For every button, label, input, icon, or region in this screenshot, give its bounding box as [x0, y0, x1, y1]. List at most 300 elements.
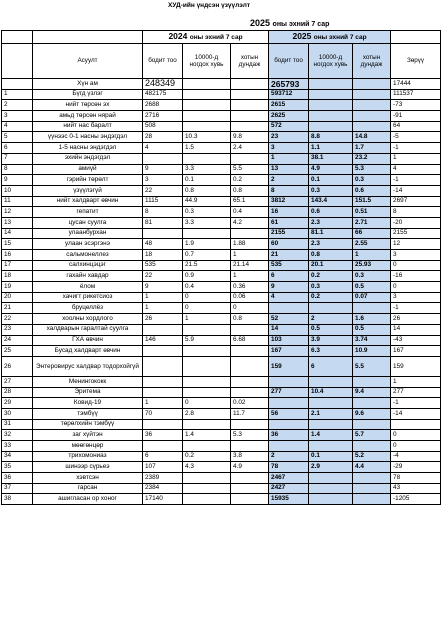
difference-cell: 12 — [391, 239, 441, 250]
difference-cell: -91 — [391, 111, 441, 122]
difference-cell: -1 — [391, 303, 441, 314]
difference-cell: 0 — [391, 282, 441, 293]
actual-2025-cell: 8 — [269, 185, 309, 196]
indicator-name-cell: амиүй — [33, 164, 143, 175]
city-average-2024-cell — [231, 346, 269, 357]
actual-2024-cell: 81 — [143, 217, 183, 228]
indicator-name-cell: сальмонеллез — [33, 250, 143, 261]
difference-cell: 17444 — [391, 79, 441, 90]
difference-cell: -4 — [391, 451, 441, 462]
per10000-2024-cell — [183, 324, 231, 335]
actual-2024-cell — [143, 324, 183, 335]
indicator-name-cell: шинээр сүрьеэ — [33, 462, 143, 473]
table-row — [2, 185, 441, 196]
city-average-2025-cell: 0.6 — [353, 185, 391, 196]
city-average-2024-cell: 1 — [231, 271, 269, 282]
city-average-2024-cell: 0 — [231, 303, 269, 314]
actual-2025-cell — [269, 419, 309, 430]
actual-2025-cell: 78 — [269, 462, 309, 473]
city-average-2025-cell — [353, 111, 391, 122]
actual-2024-cell: 482175 — [143, 89, 183, 100]
indicator-name-cell: Энтеровирус халдвар тодорхойгүй — [33, 356, 143, 376]
row-number-cell: 35 — [2, 462, 33, 473]
indicator-name-cell: гепатит — [33, 207, 143, 218]
table-row — [2, 430, 441, 441]
per10000-2024-cell: 0.1 — [183, 175, 231, 186]
row-number-cell: 37 — [2, 483, 33, 494]
indicator-name-cell: салхинцэцэг — [33, 260, 143, 271]
difference-cell: 3 — [391, 292, 441, 303]
per10000-2024-cell: 3.3 — [183, 164, 231, 175]
city-average-2025-cell: 9.4 — [353, 387, 391, 398]
difference-cell: 2697 — [391, 196, 441, 207]
indicator-name-cell: хэвтсэн — [33, 473, 143, 484]
city-average-2024-cell — [231, 441, 269, 452]
per10000-2025-cell: 0.2 — [309, 292, 353, 303]
difference-cell: -43 — [391, 335, 441, 346]
per10000-2024-cell — [183, 494, 231, 505]
row-number-cell: 26 — [2, 356, 33, 376]
actual-2025-cell: 13 — [269, 164, 309, 175]
row-number-cell: 5 — [2, 132, 33, 143]
actual-2025-cell: 16 — [269, 207, 309, 218]
city-average-2025-cell: 4.4 — [353, 462, 391, 473]
actual-2024-cell: 535 — [143, 260, 183, 271]
table-row — [2, 100, 441, 111]
actual-2024-cell — [143, 376, 183, 387]
per10000-2024-cell — [183, 441, 231, 452]
actual-2025-cell: 277 — [269, 387, 309, 398]
difference-cell: -5 — [391, 132, 441, 143]
city-average-2024-cell — [231, 473, 269, 484]
table-row — [2, 473, 441, 484]
per10000-2024-cell: 0.2 — [183, 451, 231, 462]
actual-2025-cell: 15935 — [269, 494, 309, 505]
city-average-2025-cell: 0.07 — [353, 292, 391, 303]
per10000-2025-cell: 4.9 — [309, 164, 353, 175]
row-number-cell: 29 — [2, 398, 33, 409]
actual-2025-cell: 2 — [269, 451, 309, 462]
difference-cell: 8 — [391, 207, 441, 218]
per10000-2024-cell: 1 — [183, 314, 231, 325]
city-average-2025-cell: 5.5 — [353, 356, 391, 376]
per10000-2025-cell — [309, 111, 353, 122]
per10000-2024-cell: 0.7 — [183, 250, 231, 261]
city-average-2025-cell: 2.55 — [353, 239, 391, 250]
indicator-name-cell: гарсан — [33, 483, 143, 494]
actual-2025-cell: 1 — [269, 153, 309, 164]
difference-cell: -1 — [391, 398, 441, 409]
row-number-cell: 3 — [2, 111, 33, 122]
actual-2024-cell: 2384 — [143, 483, 183, 494]
per10000-2025-cell: 1.4 — [309, 430, 353, 441]
row-number-cell: 36 — [2, 473, 33, 484]
per10000-2024-cell — [183, 121, 231, 132]
per10000-2024-cell: 0.8 — [183, 185, 231, 196]
actual-2025-cell: 2467 — [269, 473, 309, 484]
difference-cell: 43 — [391, 483, 441, 494]
actual-2024-cell — [143, 228, 183, 239]
difference-cell: -1205 — [391, 494, 441, 505]
per10000-2024-cell: 3.3 — [183, 217, 231, 228]
per10000-2024-cell: 0 — [183, 303, 231, 314]
per10000-2024-cell: 0 — [183, 292, 231, 303]
table-row — [2, 483, 441, 494]
difference-cell: 78 — [391, 473, 441, 484]
city-average-2024-cell: 5.5 — [231, 164, 269, 175]
actual-2025-cell: 2155 — [269, 228, 309, 239]
header-actual-2024: бодит тоо — [143, 44, 183, 79]
per10000-2025-cell — [309, 121, 353, 132]
city-average-2024-cell: 5.3 — [231, 430, 269, 441]
indicator-name-cell: мөөгөнцөр — [33, 441, 143, 452]
table-row — [2, 271, 441, 282]
per10000-2024-cell — [183, 228, 231, 239]
per10000-2025-cell: 2.3 — [309, 217, 353, 228]
actual-2025-cell: 159 — [269, 356, 309, 376]
per10000-2024-cell — [183, 79, 231, 90]
actual-2024-cell: 22 — [143, 271, 183, 282]
indicator-name-cell: эхийн эндэгдэл — [33, 153, 143, 164]
table-row — [2, 250, 441, 261]
per10000-2025-cell — [309, 376, 353, 387]
row-number-cell: 20 — [2, 292, 33, 303]
city-average-2024-cell: 0.02 — [231, 398, 269, 409]
table-row — [2, 346, 441, 357]
per10000-2025-cell: 20.1 — [309, 260, 353, 271]
table-row — [2, 398, 441, 409]
per10000-2025-cell — [309, 441, 353, 452]
difference-cell: -14 — [391, 408, 441, 419]
per10000-2024-cell — [183, 153, 231, 164]
actual-2025-cell: 2427 — [269, 483, 309, 494]
table-row — [2, 335, 441, 346]
difference-cell: 167 — [391, 346, 441, 357]
difference-cell: 0 — [391, 441, 441, 452]
indicators-table — [1, 30, 441, 505]
row-number-cell: 31 — [2, 419, 33, 430]
per10000-2025-cell: 3.9 — [309, 335, 353, 346]
actual-2025-cell: 6 — [269, 271, 309, 282]
table-row — [2, 282, 441, 293]
row-number-cell: 4 — [2, 121, 33, 132]
per10000-2025-cell: 0.6 — [309, 207, 353, 218]
row-number-cell: 33 — [2, 441, 33, 452]
actual-2024-cell: 508 — [143, 121, 183, 132]
per10000-2025-cell: 81.1 — [309, 228, 353, 239]
city-average-2024-cell: 4.2 — [231, 217, 269, 228]
actual-2024-cell: 146 — [143, 335, 183, 346]
row-number-cell: 19 — [2, 282, 33, 293]
row-number-cell: 6 — [2, 143, 33, 154]
indicator-name-cell: амьд төрсөн нярай — [33, 111, 143, 122]
difference-cell: 111537 — [391, 89, 441, 100]
city-average-2025-cell: 0.5 — [353, 324, 391, 335]
actual-2025-cell: 265793 — [269, 79, 309, 90]
row-number-cell: 32 — [2, 430, 33, 441]
per10000-2025-cell: 0.3 — [309, 185, 353, 196]
city-average-2025-cell: 5.3 — [353, 164, 391, 175]
row-number-cell: 28 — [2, 387, 33, 398]
actual-2024-cell — [143, 346, 183, 357]
actual-2024-cell: 107 — [143, 462, 183, 473]
table-row — [2, 387, 441, 398]
actual-2024-cell: 36 — [143, 430, 183, 441]
per10000-2024-cell — [183, 483, 231, 494]
indicator-name-cell: Менингококк — [33, 376, 143, 387]
difference-cell: 0 — [391, 260, 441, 271]
per10000-2025-cell: 6 — [309, 356, 353, 376]
difference-cell: 14 — [391, 324, 441, 335]
per10000-2025-cell: 2.9 — [309, 462, 353, 473]
row-number-cell: 17 — [2, 260, 33, 271]
city-average-2024-cell: 1.88 — [231, 239, 269, 250]
actual-2025-cell: 535 — [269, 260, 309, 271]
subtitle-year: 2025 — [250, 18, 271, 28]
row-number-cell: 8 — [2, 164, 33, 175]
actual-2024-cell — [143, 153, 183, 164]
per10000-2025-cell — [309, 419, 353, 430]
city-average-2025-cell — [353, 303, 391, 314]
table-row — [2, 376, 441, 387]
header-actual-2025: бодит тоо — [269, 44, 309, 79]
row-number-cell: 21 — [2, 303, 33, 314]
per10000-2024-cell: 0.3 — [183, 207, 231, 218]
per10000-2024-cell: 4.3 — [183, 462, 231, 473]
table-row — [2, 408, 441, 419]
row-number-cell: 30 — [2, 408, 33, 419]
per10000-2025-cell — [309, 483, 353, 494]
city-average-2025-cell: 66 — [353, 228, 391, 239]
difference-cell: 159 — [391, 356, 441, 376]
table-row — [2, 451, 441, 462]
indicator-name-cell: Хүн ам — [33, 79, 143, 90]
city-average-2025-cell: 10.9 — [353, 346, 391, 357]
actual-2024-cell: 2716 — [143, 111, 183, 122]
header-difference: Зөрүү — [391, 44, 441, 79]
per10000-2025-cell: 0.3 — [309, 282, 353, 293]
per10000-2024-cell: 1.9 — [183, 239, 231, 250]
city-average-2024-cell: 1 — [231, 250, 269, 261]
table-row — [2, 164, 441, 175]
per10000-2024-cell: 0.9 — [183, 271, 231, 282]
table-row — [2, 314, 441, 325]
table-row — [2, 494, 441, 505]
table-row — [2, 462, 441, 473]
difference-cell: 1 — [391, 376, 441, 387]
city-average-2025-cell: 151.5 — [353, 196, 391, 207]
actual-2024-cell: 248349 — [143, 79, 183, 90]
city-average-2025-cell: 1.7 — [353, 143, 391, 154]
city-average-2024-cell: 9.8 — [231, 132, 269, 143]
actual-2024-cell: 1115 — [143, 196, 183, 207]
per10000-2024-cell: 44.9 — [183, 196, 231, 207]
actual-2025-cell: 56 — [269, 408, 309, 419]
header-city-average-2024: хотын дундаж — [231, 44, 269, 79]
indicator-name-cell: заг хүйтэн — [33, 430, 143, 441]
per10000-2024-cell: 0.4 — [183, 282, 231, 293]
actual-2025-cell: 3 — [269, 143, 309, 154]
city-average-2024-cell: 0.2 — [231, 175, 269, 186]
indicator-name-cell: ашигласан ор хоног — [33, 494, 143, 505]
difference-cell: 2155 — [391, 228, 441, 239]
difference-cell: 4 — [391, 164, 441, 175]
header-row-columns — [2, 44, 441, 79]
per10000-2024-cell — [183, 419, 231, 430]
table-row — [2, 143, 441, 154]
header-city-average-2025: хотын дундаж — [353, 44, 391, 79]
indicator-name-cell: үүнээс 0-1 насны эндэгдэл — [33, 132, 143, 143]
actual-2024-cell — [143, 441, 183, 452]
per10000-2024-cell: 10.3 — [183, 132, 231, 143]
per10000-2025-cell: 0.2 — [309, 271, 353, 282]
actual-2024-cell: 1 — [143, 292, 183, 303]
table-row — [2, 207, 441, 218]
report-subtitle — [0, 18, 441, 28]
city-average-2025-cell: 3.74 — [353, 335, 391, 346]
city-average-2024-cell: 0.36 — [231, 282, 269, 293]
actual-2024-cell: 9 — [143, 282, 183, 293]
city-average-2025-cell: 0.3 — [353, 175, 391, 186]
actual-2025-cell: 593712 — [269, 89, 309, 100]
per10000-2025-cell: 2.3 — [309, 239, 353, 250]
per10000-2024-cell: 5.9 — [183, 335, 231, 346]
actual-2024-cell: 22 — [143, 185, 183, 196]
city-average-2024-cell — [231, 356, 269, 376]
actual-2025-cell — [269, 398, 309, 409]
per10000-2025-cell: 0.8 — [309, 250, 353, 261]
actual-2024-cell: 3 — [143, 175, 183, 186]
row-number-cell: 10 — [2, 185, 33, 196]
city-average-2025-cell: 5.7 — [353, 430, 391, 441]
city-average-2025-cell: 1 — [353, 250, 391, 261]
city-average-2024-cell — [231, 483, 269, 494]
city-average-2024-cell — [231, 419, 269, 430]
difference-cell: -16 — [391, 271, 441, 282]
per10000-2024-cell — [183, 100, 231, 111]
actual-2025-cell: 21 — [269, 250, 309, 261]
actual-2025-cell: 2 — [269, 175, 309, 186]
indicator-name-cell: нийт төрсөн эх — [33, 100, 143, 111]
row-number-cell: 13 — [2, 217, 33, 228]
header-per10000-2024: 10000-д ногдох хувь — [183, 44, 231, 79]
row-number-cell: 25 — [2, 346, 33, 357]
per10000-2024-cell — [183, 346, 231, 357]
city-average-2024-cell: 21.14 — [231, 260, 269, 271]
actual-2025-cell: 52 — [269, 314, 309, 325]
difference-cell: 64 — [391, 121, 441, 132]
difference-cell: -1 — [391, 143, 441, 154]
indicator-name-cell: ГХА өвчин — [33, 335, 143, 346]
city-average-2025-cell: 2.71 — [353, 217, 391, 228]
city-average-2024-cell — [231, 100, 269, 111]
city-average-2025-cell: 0.51 — [353, 207, 391, 218]
city-average-2024-cell: 65.1 — [231, 196, 269, 207]
indicator-name-cell: бруцеллёз — [33, 303, 143, 314]
indicator-name-cell: тэмбүү — [33, 408, 143, 419]
actual-2024-cell: 9 — [143, 164, 183, 175]
per10000-2025-cell: 10.4 — [309, 387, 353, 398]
per10000-2025-cell — [309, 89, 353, 100]
row-number-cell: 22 — [2, 314, 33, 325]
city-average-2025-cell — [353, 376, 391, 387]
row-number-cell: 38 — [2, 494, 33, 505]
actual-2025-cell — [269, 441, 309, 452]
indicator-name-cell: Ковид-19 — [33, 398, 143, 409]
per10000-2024-cell — [183, 89, 231, 100]
row-number-cell: 24 — [2, 335, 33, 346]
actual-2024-cell: 8 — [143, 207, 183, 218]
city-average-2024-cell: 3.8 — [231, 451, 269, 462]
row-number-cell: 2 — [2, 100, 33, 111]
city-average-2024-cell — [231, 376, 269, 387]
city-average-2025-cell — [353, 398, 391, 409]
city-average-2024-cell — [231, 121, 269, 132]
city-average-2024-cell — [231, 89, 269, 100]
actual-2024-cell: 17140 — [143, 494, 183, 505]
per10000-2024-cell — [183, 473, 231, 484]
actual-2025-cell: 103 — [269, 335, 309, 346]
city-average-2024-cell — [231, 387, 269, 398]
table-row — [2, 260, 441, 271]
difference-cell: 0 — [391, 430, 441, 441]
difference-cell: -73 — [391, 100, 441, 111]
header-blank-cell — [2, 31, 33, 44]
row-number-cell — [2, 79, 33, 90]
table-row — [2, 419, 441, 430]
actual-2025-cell: 3812 — [269, 196, 309, 207]
city-average-2025-cell — [353, 473, 391, 484]
indicator-name-cell: хачигт рикетсиоз — [33, 292, 143, 303]
actual-2025-cell: 2615 — [269, 100, 309, 111]
indicator-name-cell: цусан суулга — [33, 217, 143, 228]
actual-2024-cell — [143, 387, 183, 398]
per10000-2024-cell: 1.5 — [183, 143, 231, 154]
table-row — [2, 79, 441, 90]
row-number-cell: 23 — [2, 324, 33, 335]
actual-2025-cell: 4 — [269, 292, 309, 303]
city-average-2024-cell — [231, 494, 269, 505]
indicator-name-cell: Бусад халдварт өвчин — [33, 346, 143, 357]
city-average-2024-cell — [231, 324, 269, 335]
city-average-2025-cell: 25.93 — [353, 260, 391, 271]
city-average-2025-cell: 14.8 — [353, 132, 391, 143]
actual-2024-cell: 70 — [143, 408, 183, 419]
header-blank-cell — [33, 31, 143, 44]
indicator-name-cell: Эритема — [33, 387, 143, 398]
difference-cell: -29 — [391, 462, 441, 473]
actual-2024-cell: 26 — [143, 314, 183, 325]
city-average-2024-cell — [231, 79, 269, 90]
table-row — [2, 441, 441, 452]
city-average-2025-cell — [353, 494, 391, 505]
per10000-2025-cell — [309, 79, 353, 90]
indicator-name-cell: үзүүлэгүй — [33, 185, 143, 196]
table-row — [2, 196, 441, 207]
per10000-2025-cell: 0.5 — [309, 324, 353, 335]
city-average-2025-cell: 0.5 — [353, 282, 391, 293]
table-row — [2, 217, 441, 228]
row-number-cell: 12 — [2, 207, 33, 218]
table-row — [2, 292, 441, 303]
per10000-2024-cell: 1.4 — [183, 430, 231, 441]
actual-2025-cell — [269, 303, 309, 314]
table-row — [2, 303, 441, 314]
row-number-cell: 14 — [2, 228, 33, 239]
per10000-2025-cell — [309, 398, 353, 409]
actual-2025-cell: 167 — [269, 346, 309, 357]
header-blank-cell — [2, 44, 33, 79]
